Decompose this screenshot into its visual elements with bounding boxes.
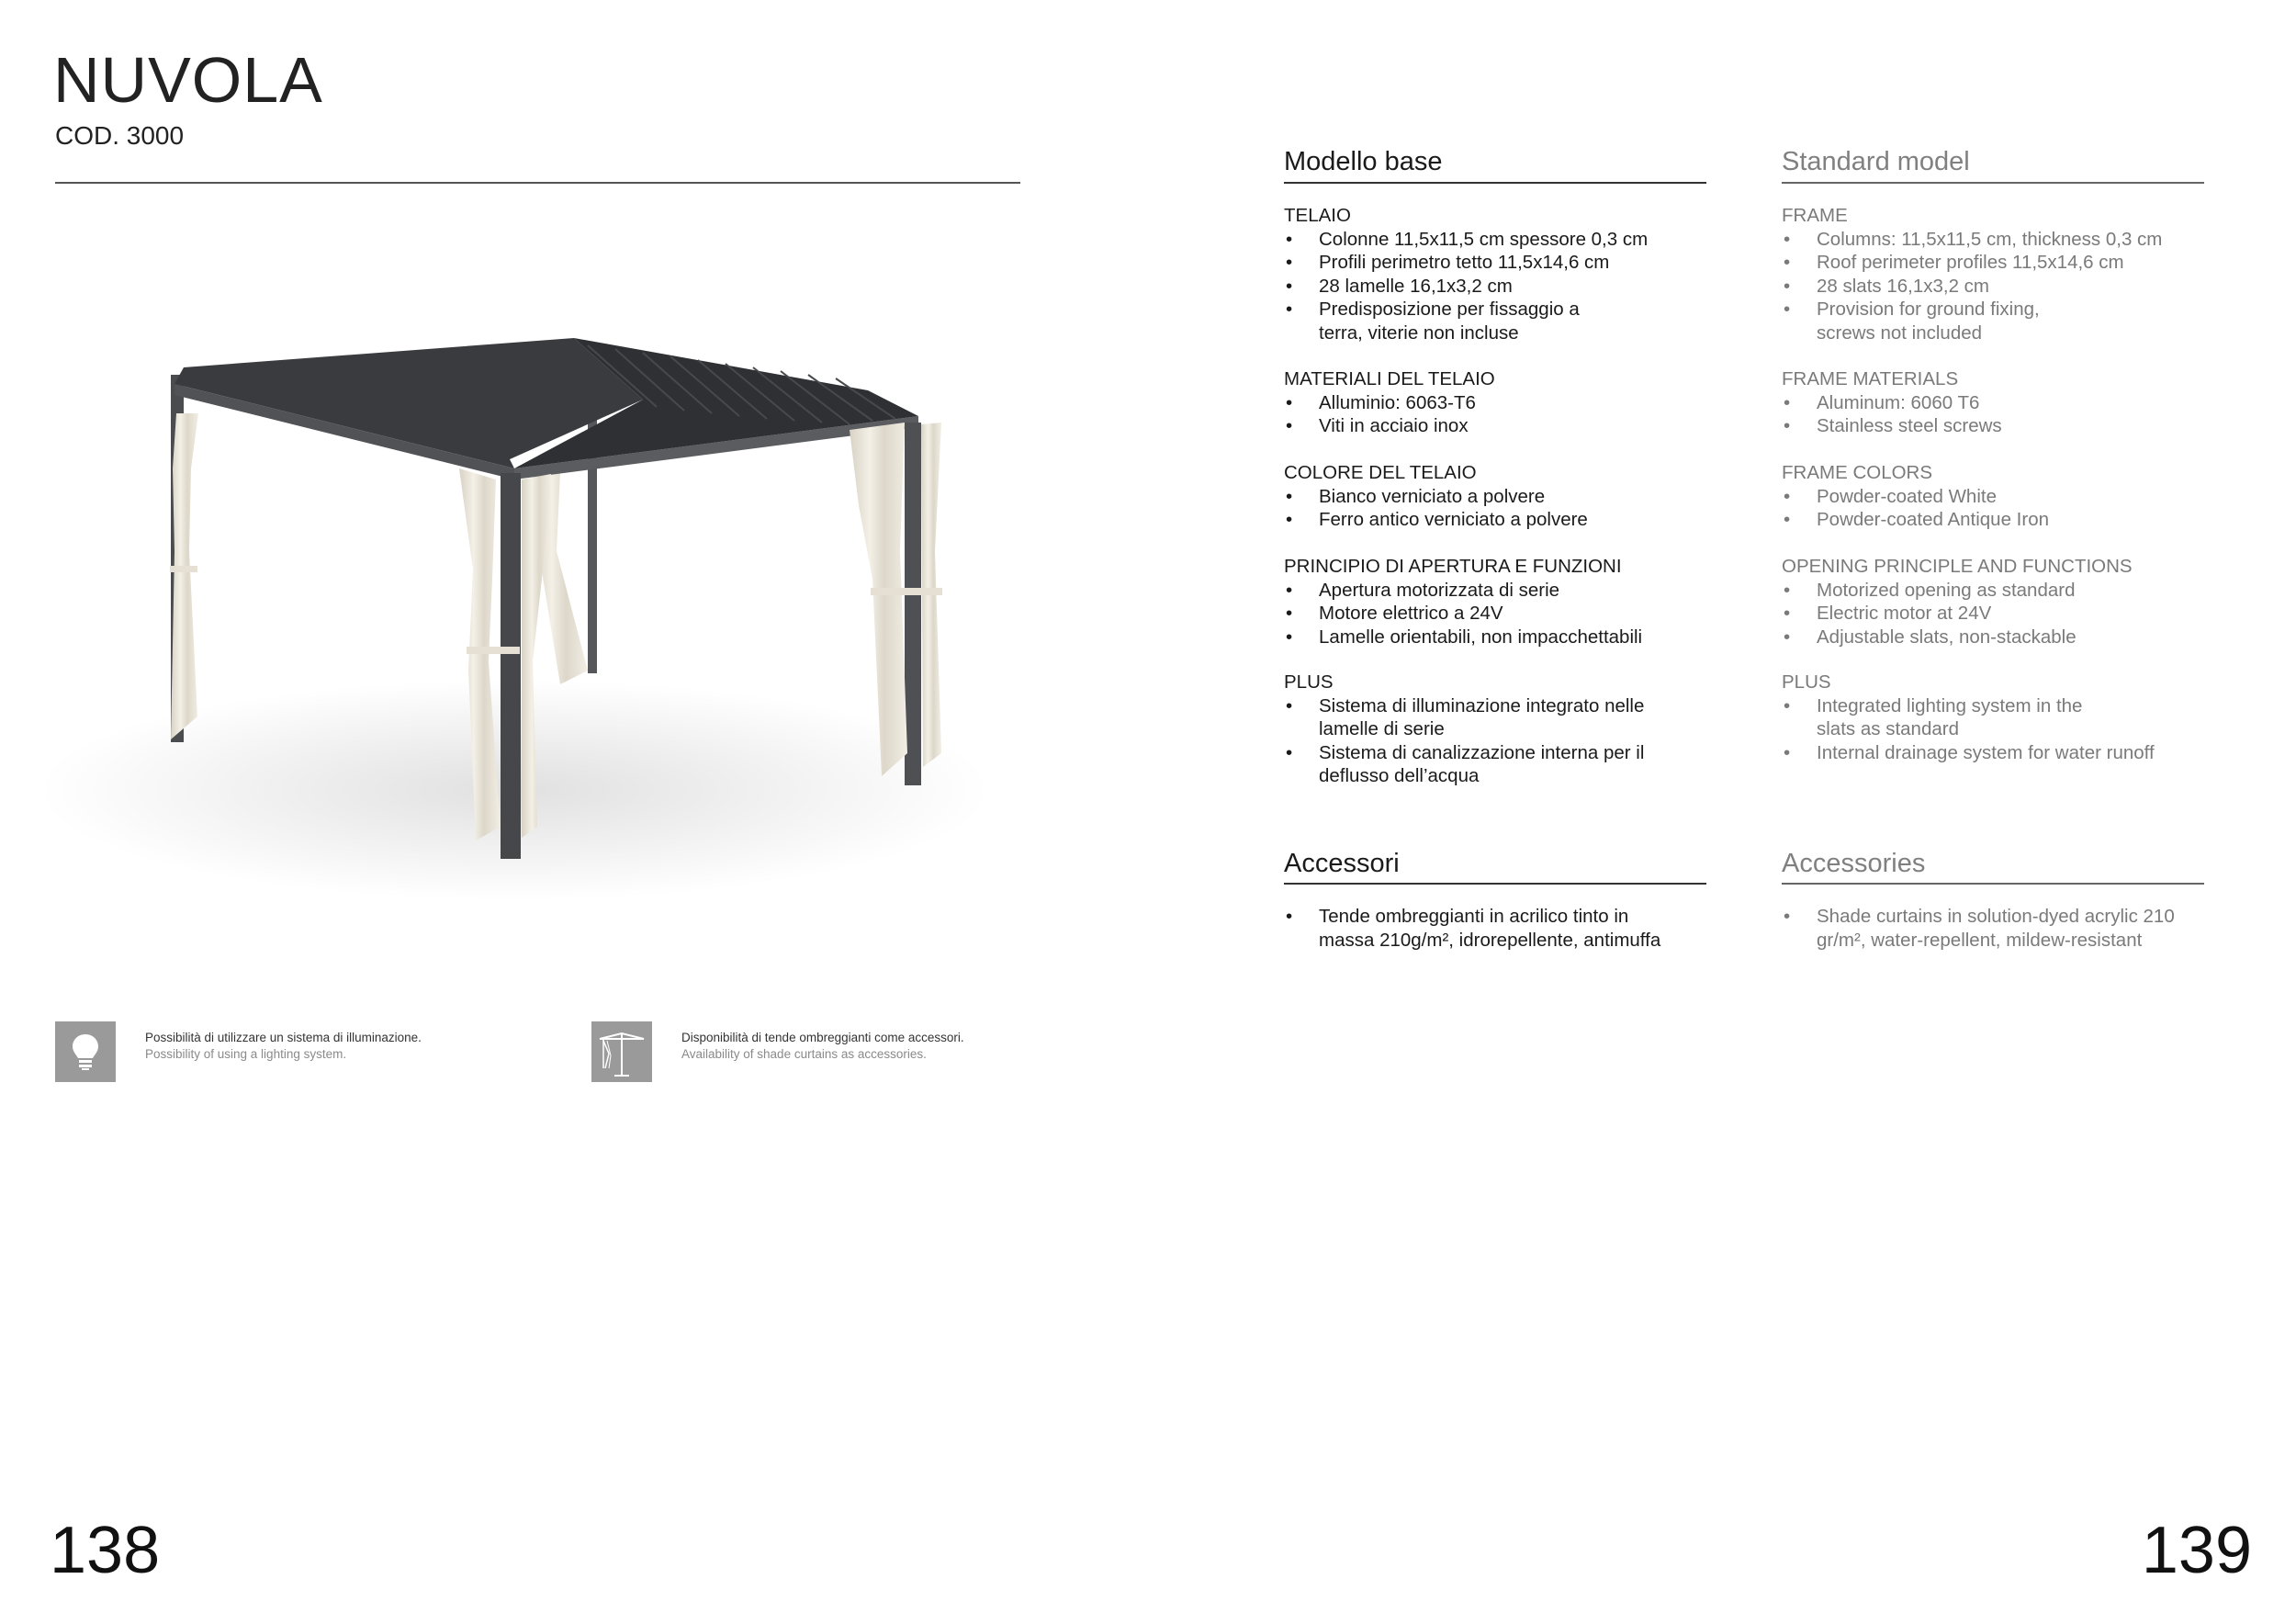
- page-number-right: 139: [2141, 1514, 2252, 1587]
- spec-item: • Motorized opening as standard: [1782, 579, 2204, 603]
- accessories-list: [1284, 905, 1706, 952]
- spec-item: • Bianco verniciato a polvere: [1284, 485, 1706, 509]
- section-title: FRAME COLORS: [1782, 462, 1933, 483]
- spec-item: • Internal drainage system for water runoff: [1782, 741, 2204, 765]
- spec-item: • Profili perimetro tetto 11,5x14,6 cm: [1284, 251, 1706, 275]
- spec-item: • Colonne 11,5x11,5 cm spessore 0,3 cm: [1284, 228, 1706, 252]
- spec-section-opening: [1284, 555, 1706, 648]
- accessory-item: • Tende ombreggianti in acrilico tinto in massa 210g/m², idrorepellente, antimuffa: [1284, 905, 1706, 952]
- spec-section-colors: [1782, 461, 2204, 532]
- heading-rule: [1284, 182, 1706, 184]
- curtain-back-left: [171, 413, 198, 739]
- lightbulb-icon: [55, 1021, 116, 1082]
- product-title: NUVOLA: [53, 44, 323, 116]
- spec-section-plus: [1782, 671, 2204, 764]
- tieback: [170, 566, 197, 572]
- spec-item: • Ferro antico verniciato a polvere: [1284, 508, 1706, 532]
- spec-section-frame: [1782, 204, 2204, 344]
- spec-section-telaio: [1284, 204, 1706, 344]
- section-title: FRAME: [1782, 205, 1848, 226]
- spec-item: • Provision for ground fixing, screws not included: [1782, 298, 2204, 344]
- feature-text-en: Availability of shade curtains as accessories.: [681, 1047, 927, 1061]
- accessories-list: [1782, 905, 2204, 952]
- accessory-item: • Shade curtains in solution-dyed acrylic 210 gr/m², water-repellent, mildew-resistant: [1782, 905, 2204, 952]
- spec-section-materials: [1782, 367, 2204, 438]
- umbrella-curtain-icon: [591, 1021, 652, 1082]
- spec-item: • Lamelle orientabili, non impacchettabili: [1284, 626, 1706, 649]
- spec-item: • Integrated lighting system in the slats as standard: [1782, 694, 2204, 741]
- model-heading: Modello base: [1284, 147, 1443, 176]
- spec-item: • Alluminio: 6063-T6: [1284, 391, 1706, 415]
- section-title: PLUS: [1782, 671, 1831, 693]
- spec-item: • 28 lamelle 16,1x3,2 cm: [1284, 275, 1706, 299]
- spec-item: • Powder-coated White: [1782, 485, 2204, 509]
- section-title: MATERIALI DEL TELAIO: [1284, 368, 1495, 389]
- heading-rule: [1782, 883, 2204, 885]
- spec-item: • Electric motor at 24V: [1782, 602, 2204, 626]
- feature-lighting: [55, 1021, 422, 1082]
- spec-item: • Columns: 11,5x11,5 cm, thickness 0,3 cm: [1782, 228, 2204, 252]
- title-divider: [55, 182, 1020, 184]
- page-number-left: 138: [50, 1514, 161, 1587]
- section-title: PLUS: [1284, 671, 1334, 693]
- accessories-heading: Accessori: [1284, 849, 1400, 878]
- accessories-heading: Accessories: [1782, 849, 1926, 878]
- spec-item: • Roof perimeter profiles 11,5x14,6 cm: [1782, 251, 2204, 275]
- section-title: FRAME MATERIALS: [1782, 368, 1959, 389]
- pergola-product-image: [37, 276, 1010, 919]
- spec-item: • Adjustable slats, non-stackable: [1782, 626, 2204, 649]
- feature-text-it: Possibilità di utilizzare un sistema di illuminazione.: [145, 1031, 422, 1044]
- spec-section-opening: [1782, 555, 2204, 648]
- spec-item: • Predisposizione per fissaggio a terra, viterie non incluse: [1284, 298, 1706, 344]
- section-title: TELAIO: [1284, 205, 1351, 226]
- tieback: [871, 588, 942, 595]
- spec-section-colors: [1284, 461, 1706, 532]
- section-title: PRINCIPIO DI APERTURA E FUNZIONI: [1284, 556, 1622, 577]
- spec-section-plus: [1284, 671, 1706, 788]
- spec-item: • Sistema di illuminazione integrato nelle lamelle di serie: [1284, 694, 1706, 741]
- feature-text-en: Possibility of using a lighting system.: [145, 1047, 347, 1061]
- section-title: OPENING PRINCIPLE AND FUNCTIONS: [1782, 556, 2133, 577]
- feature-curtains: [591, 1021, 964, 1082]
- heading-rule: [1782, 182, 2204, 184]
- spec-section-materials: [1284, 367, 1706, 438]
- spec-item: • Powder-coated Antique Iron: [1782, 508, 2204, 532]
- spec-item: • 28 slats 16,1x3,2 cm: [1782, 275, 2204, 299]
- product-code: COD. 3000: [55, 121, 185, 150]
- section-title: COLORE DEL TELAIO: [1284, 462, 1477, 483]
- spec-item: • Viti in acciaio inox: [1284, 414, 1706, 438]
- heading-rule: [1284, 883, 1706, 885]
- tieback: [467, 647, 520, 654]
- model-heading: Standard model: [1782, 147, 1970, 176]
- spec-item: • Sistema di canalizzazione interna per il deflusso dell’acqua: [1284, 741, 1706, 788]
- spec-item: • Aluminum: 6060 T6: [1782, 391, 2204, 415]
- front-right-leg: [905, 423, 921, 785]
- spec-item: • Apertura motorizzata di serie: [1284, 579, 1706, 603]
- spec-item: • Stainless steel screws: [1782, 414, 2204, 438]
- spec-item: • Motore elettrico a 24V: [1284, 602, 1706, 626]
- feature-text-it: Disponibilità di tende ombreggianti come accessori.: [681, 1031, 964, 1044]
- front-left-leg: [501, 473, 521, 859]
